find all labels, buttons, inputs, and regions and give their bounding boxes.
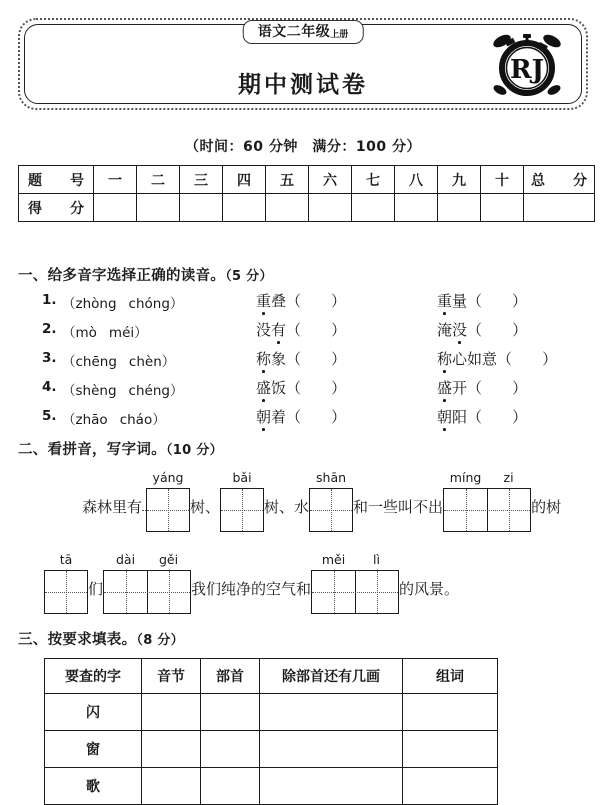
score-col-8: 八 [395, 166, 438, 194]
writing-box[interactable] [309, 470, 353, 532]
list-item [0, 404, 606, 433]
item-word-left[interactable]: 没有（ ） [256, 321, 347, 339]
dotted-char: 重 [256, 292, 272, 310]
cell-syllable[interactable] [142, 694, 201, 731]
writing-box[interactable] [44, 552, 88, 614]
pinyin-fill-line-2 [0, 552, 606, 614]
col-header-syllable: 音节 [142, 659, 201, 694]
list-item [0, 288, 606, 317]
alarm-clock-icon [488, 28, 566, 102]
pinyin-hint: bǎi [232, 470, 252, 485]
pinyin-fill-line-1 [0, 470, 606, 532]
score-table [18, 165, 595, 222]
sentence-text: 和一些叫不出 [353, 498, 444, 516]
pinyin-hint: zi [503, 470, 514, 485]
item-word-left[interactable]: 重叠（ ） [256, 292, 347, 310]
score-input-9[interactable] [438, 194, 481, 222]
section-3-title: 三、按要求填表。 [18, 632, 137, 648]
item-word-left[interactable]: 盛饭（ ） [256, 379, 347, 397]
score-input-7[interactable] [352, 194, 395, 222]
col-header-word: 组词 [403, 659, 498, 694]
dotted-char: 盛 [256, 379, 272, 397]
dotted-char: 称 [437, 350, 453, 368]
pinyin-hint: gěi [158, 552, 179, 567]
item-word-right[interactable]: 重量（ ） [437, 292, 528, 310]
dotted-char: 朝 [437, 408, 453, 426]
sentence-text: 的树 [531, 498, 562, 516]
item-word-right[interactable]: 盛开（ ） [437, 379, 528, 397]
writing-box[interactable] [103, 552, 191, 614]
polyphonic-list [0, 288, 606, 433]
score-col-4: 四 [223, 166, 266, 194]
item-pinyin-choices: （zhāo cháo） [62, 412, 166, 428]
writing-box[interactable] [311, 552, 399, 614]
section-1-title: 一、给多音字选择正确的读音。 [18, 268, 226, 284]
cell-radical[interactable] [201, 768, 260, 805]
sentence-text: 们 [88, 580, 104, 598]
pinyin-hint: dài [115, 552, 136, 567]
item-index: 1. [42, 292, 57, 308]
pinyin-hint: tā [59, 552, 73, 567]
cell-char: 闪 [45, 694, 142, 731]
pinyin-hint: yáng [152, 470, 184, 485]
cell-word[interactable] [403, 768, 498, 805]
dotted-char: 没 [452, 321, 468, 339]
sentence-text: 森林里有 [82, 498, 143, 516]
score-input-10[interactable] [481, 194, 524, 222]
item-word-left[interactable]: 朝着（ ） [256, 408, 347, 426]
sentence-text: 树、水 [264, 498, 310, 516]
dotted-char: 称 [256, 350, 272, 368]
cell-strokes[interactable] [260, 768, 403, 805]
pinyin-hint: shān [316, 470, 347, 485]
table-row [45, 731, 498, 768]
section-1-points: （5 分） [225, 269, 273, 284]
cell-char: 歌 [45, 768, 142, 805]
cell-char: 窗 [45, 731, 142, 768]
dotted-char: 朝 [256, 408, 272, 426]
pinyin-hint: měi [321, 552, 346, 567]
score-input-1[interactable] [94, 194, 137, 222]
writing-box[interactable] [220, 470, 264, 532]
cell-strokes[interactable] [260, 731, 403, 768]
score-table-row-label-score: 得 分 [19, 194, 94, 222]
list-item [0, 375, 606, 404]
col-header-radical: 部首 [201, 659, 260, 694]
section-2-points: （10 分） [166, 443, 223, 458]
table-row-question-numbers [19, 166, 595, 194]
section-heading-1 [18, 264, 273, 285]
list-item [0, 317, 606, 346]
score-input-2[interactable] [137, 194, 180, 222]
cell-word[interactable] [403, 731, 498, 768]
logo-text: RJ [510, 55, 544, 85]
dotted-char: 盛 [437, 379, 453, 397]
subject-tag-sub: 上册 [330, 30, 349, 40]
section-2-title: 二、看拼音，写字词。 [18, 442, 166, 458]
cell-radical[interactable] [201, 694, 260, 731]
cell-strokes[interactable] [260, 694, 403, 731]
score-col-9: 九 [438, 166, 481, 194]
sentence-text: 的风景。 [399, 580, 460, 598]
cell-radical[interactable] [201, 731, 260, 768]
score-col-5: 五 [266, 166, 309, 194]
score-col-2: 二 [137, 166, 180, 194]
item-index: 2. [42, 321, 57, 337]
item-pinyin-choices: （chēng chèn） [62, 354, 176, 370]
section-heading-3 [18, 628, 184, 649]
table-row-scores [19, 194, 595, 222]
item-pinyin-choices: （zhòng chóng） [62, 296, 184, 312]
score-input-5[interactable] [266, 194, 309, 222]
dotted-char: 有 [271, 321, 287, 339]
score-input-3[interactable] [180, 194, 223, 222]
item-index: 5. [42, 408, 57, 424]
item-index: 4. [42, 379, 57, 395]
cell-word[interactable] [403, 694, 498, 731]
lookup-table [44, 658, 498, 805]
cell-syllable[interactable] [142, 768, 201, 805]
subject-tag-main: 语文二年级 [257, 24, 331, 40]
table-row [45, 694, 498, 731]
cell-syllable[interactable] [142, 731, 201, 768]
table-header-row [45, 659, 498, 694]
dotted-char: 重 [437, 292, 453, 310]
score-input-6[interactable] [309, 194, 352, 222]
item-word-right[interactable]: 朝阳（ ） [437, 408, 528, 426]
sentence-text: 我们纯净的空气和 [191, 580, 312, 598]
score-table-row-label-question: 题 号 [19, 166, 94, 194]
score-col-7: 七 [352, 166, 395, 194]
col-header-char: 要查的字 [45, 659, 142, 694]
sentence-text: 树、 [190, 498, 221, 516]
score-col-total: 总 分 [524, 166, 595, 194]
score-col-3: 三 [180, 166, 223, 194]
table-row [45, 768, 498, 805]
score-input-4[interactable] [223, 194, 266, 222]
section-heading-2 [18, 438, 223, 459]
exam-meta: （时间：60 分钟 满分：100 分） [185, 139, 421, 155]
section-3-points: （8 分） [136, 633, 184, 648]
subject-tag [243, 20, 364, 44]
col-header-strokes: 除部首还有几画 [260, 659, 403, 694]
item-word-left[interactable]: 称象（ ） [256, 350, 347, 368]
item-index: 3. [42, 350, 57, 366]
item-word-right[interactable]: 淹没（ ） [437, 321, 528, 339]
list-item [0, 346, 606, 375]
score-col-10: 十 [481, 166, 524, 194]
pinyin-hint: míng [449, 470, 482, 485]
page-title: 期中测试卷 [238, 72, 368, 98]
paper-header [18, 18, 588, 110]
writing-box[interactable] [443, 470, 531, 532]
writing-box[interactable] [146, 470, 190, 532]
score-input-total[interactable] [524, 194, 595, 222]
pinyin-hint: lì [373, 552, 380, 567]
score-col-6: 六 [309, 166, 352, 194]
score-col-1: 一 [94, 166, 137, 194]
item-pinyin-choices: （mò méi） [62, 325, 148, 341]
item-pinyin-choices: （shèng chéng） [62, 383, 184, 399]
score-input-8[interactable] [395, 194, 438, 222]
item-word-right[interactable]: 称心如意（ ） [437, 350, 558, 368]
